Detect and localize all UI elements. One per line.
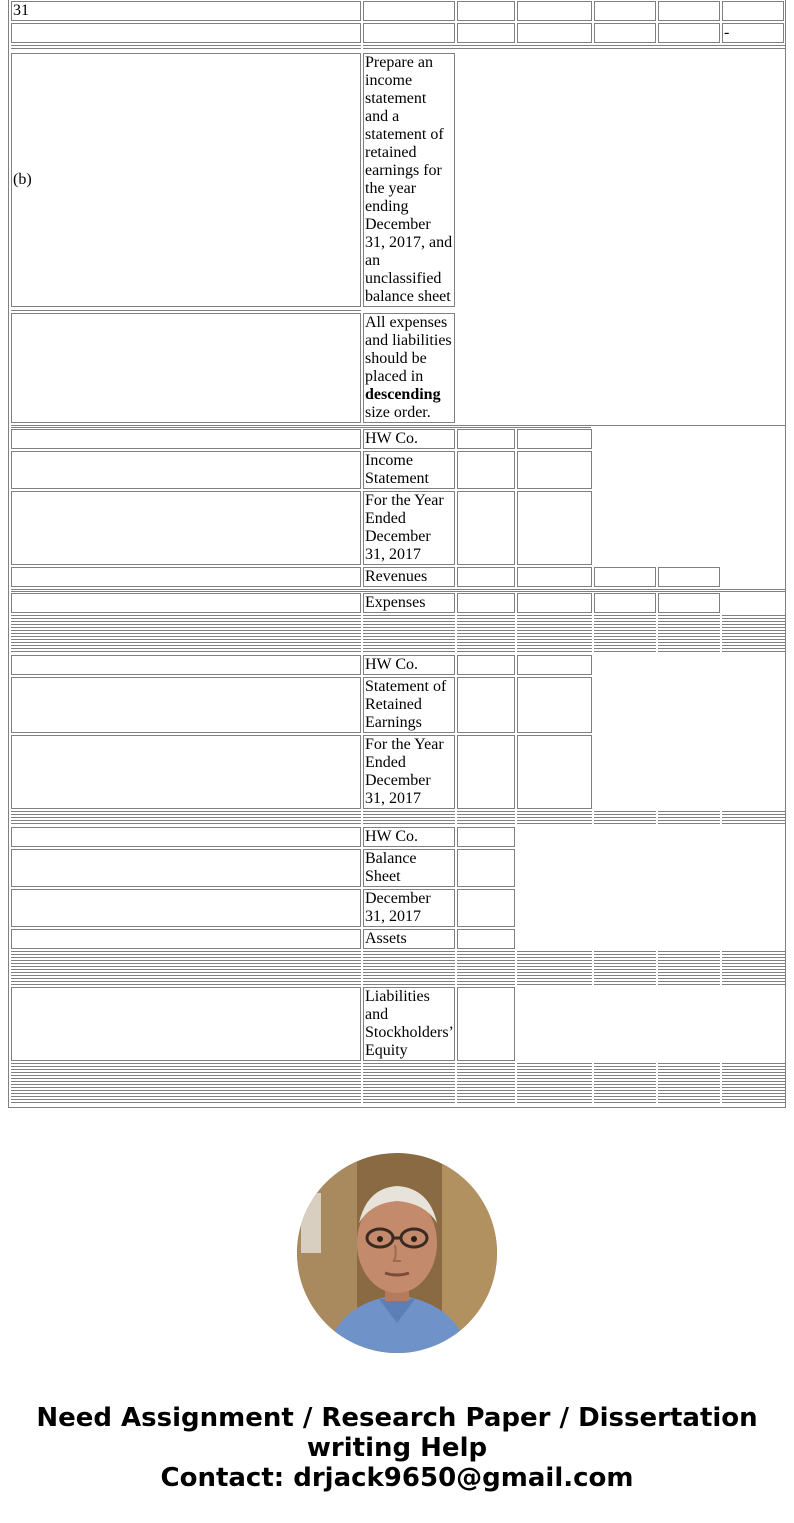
empty-cell [594, 593, 656, 613]
empty-cell [658, 1, 720, 21]
is-title: Income Statement [365, 452, 429, 487]
bs-company-name: HW Co. [365, 828, 419, 845]
note-prefix: All expenses and liabilities should be placed in [365, 314, 452, 385]
bs-date: December 31, 2017 [365, 890, 431, 925]
empty-cell [11, 567, 361, 587]
empty-cell [11, 593, 361, 613]
empty-cell [722, 1, 784, 21]
empty-cell [457, 429, 515, 449]
worksheet-table [8, 0, 786, 1108]
empty-cell [11, 23, 361, 43]
cell-dash [722, 23, 784, 43]
date-fragment-text: 31 [13, 2, 29, 19]
contact-banner [0, 1403, 794, 1493]
empty-cell [11, 429, 361, 449]
re-company-name: HW Co. [365, 656, 419, 673]
empty-cell [594, 1, 656, 21]
empty-cell [594, 567, 656, 587]
expenses-label: Expenses [365, 594, 426, 611]
bs-title: Balance Sheet [365, 850, 417, 885]
cell-is-period [363, 491, 455, 565]
empty-cell [517, 23, 592, 43]
empty-cell [457, 1, 515, 21]
cell-date-fragment [11, 1, 361, 21]
empty-cell [517, 1, 592, 21]
note-suffix: size order. [365, 404, 431, 421]
liabilities-label: Liabilities and Stockholders’ Equity [365, 988, 453, 1059]
empty-cell [517, 567, 592, 587]
cell-is-title [363, 451, 455, 489]
empty-cell [363, 23, 455, 43]
banner-line-2: writing Help [306, 1433, 488, 1463]
cell-part-label [11, 53, 361, 307]
empty-cell [658, 23, 720, 43]
assets-label: Assets [365, 930, 407, 947]
rule-divider [11, 45, 785, 51]
column-separators [11, 615, 785, 1105]
empty-cell [457, 491, 515, 565]
part-b-label: (b) [13, 171, 32, 188]
revenues-label: Revenues [365, 568, 428, 585]
cell-is-company [363, 429, 455, 449]
cell-expenses [363, 593, 455, 613]
banner-line-1: Need Assignment / Research Paper / Dissertation [36, 1403, 758, 1433]
empty-cell [517, 491, 592, 565]
cell-revenues [363, 567, 455, 587]
note-emphasis: descending [365, 386, 441, 403]
rule-divider [11, 310, 361, 311]
dash-mark: - [724, 24, 730, 41]
is-period: For the Year Ended December 31, 2017 [365, 492, 444, 563]
empty-cell [457, 451, 515, 489]
cell-note [363, 313, 455, 423]
empty-cell [363, 1, 455, 21]
empty-cell [517, 429, 592, 449]
empty-cell [658, 567, 720, 587]
empty-cell [517, 593, 592, 613]
re-period: For the Year Ended December 31, 2017 [365, 736, 444, 807]
empty-cell [11, 313, 361, 423]
author-photo [297, 1153, 497, 1353]
banner-contact[interactable]: Contact: drjack9650@gmail.com [160, 1463, 634, 1493]
person-portrait-icon [297, 1153, 497, 1353]
part-b-instruction: Prepare an income statement and a statement of retained earnings for the year ending December 31, 2017, and an unclassified balance sheet [365, 54, 453, 305]
empty-cell [11, 451, 361, 489]
empty-cell [517, 451, 592, 489]
cell-part-instruction [363, 53, 455, 307]
empty-cell [457, 567, 515, 587]
empty-cell [457, 23, 515, 43]
empty-cell [658, 593, 720, 613]
empty-cell [457, 593, 515, 613]
is-company-name: HW Co. [365, 430, 419, 447]
empty-cell [594, 23, 656, 43]
re-title: Statement of Retained Earnings [365, 678, 447, 731]
empty-cell [11, 491, 361, 565]
